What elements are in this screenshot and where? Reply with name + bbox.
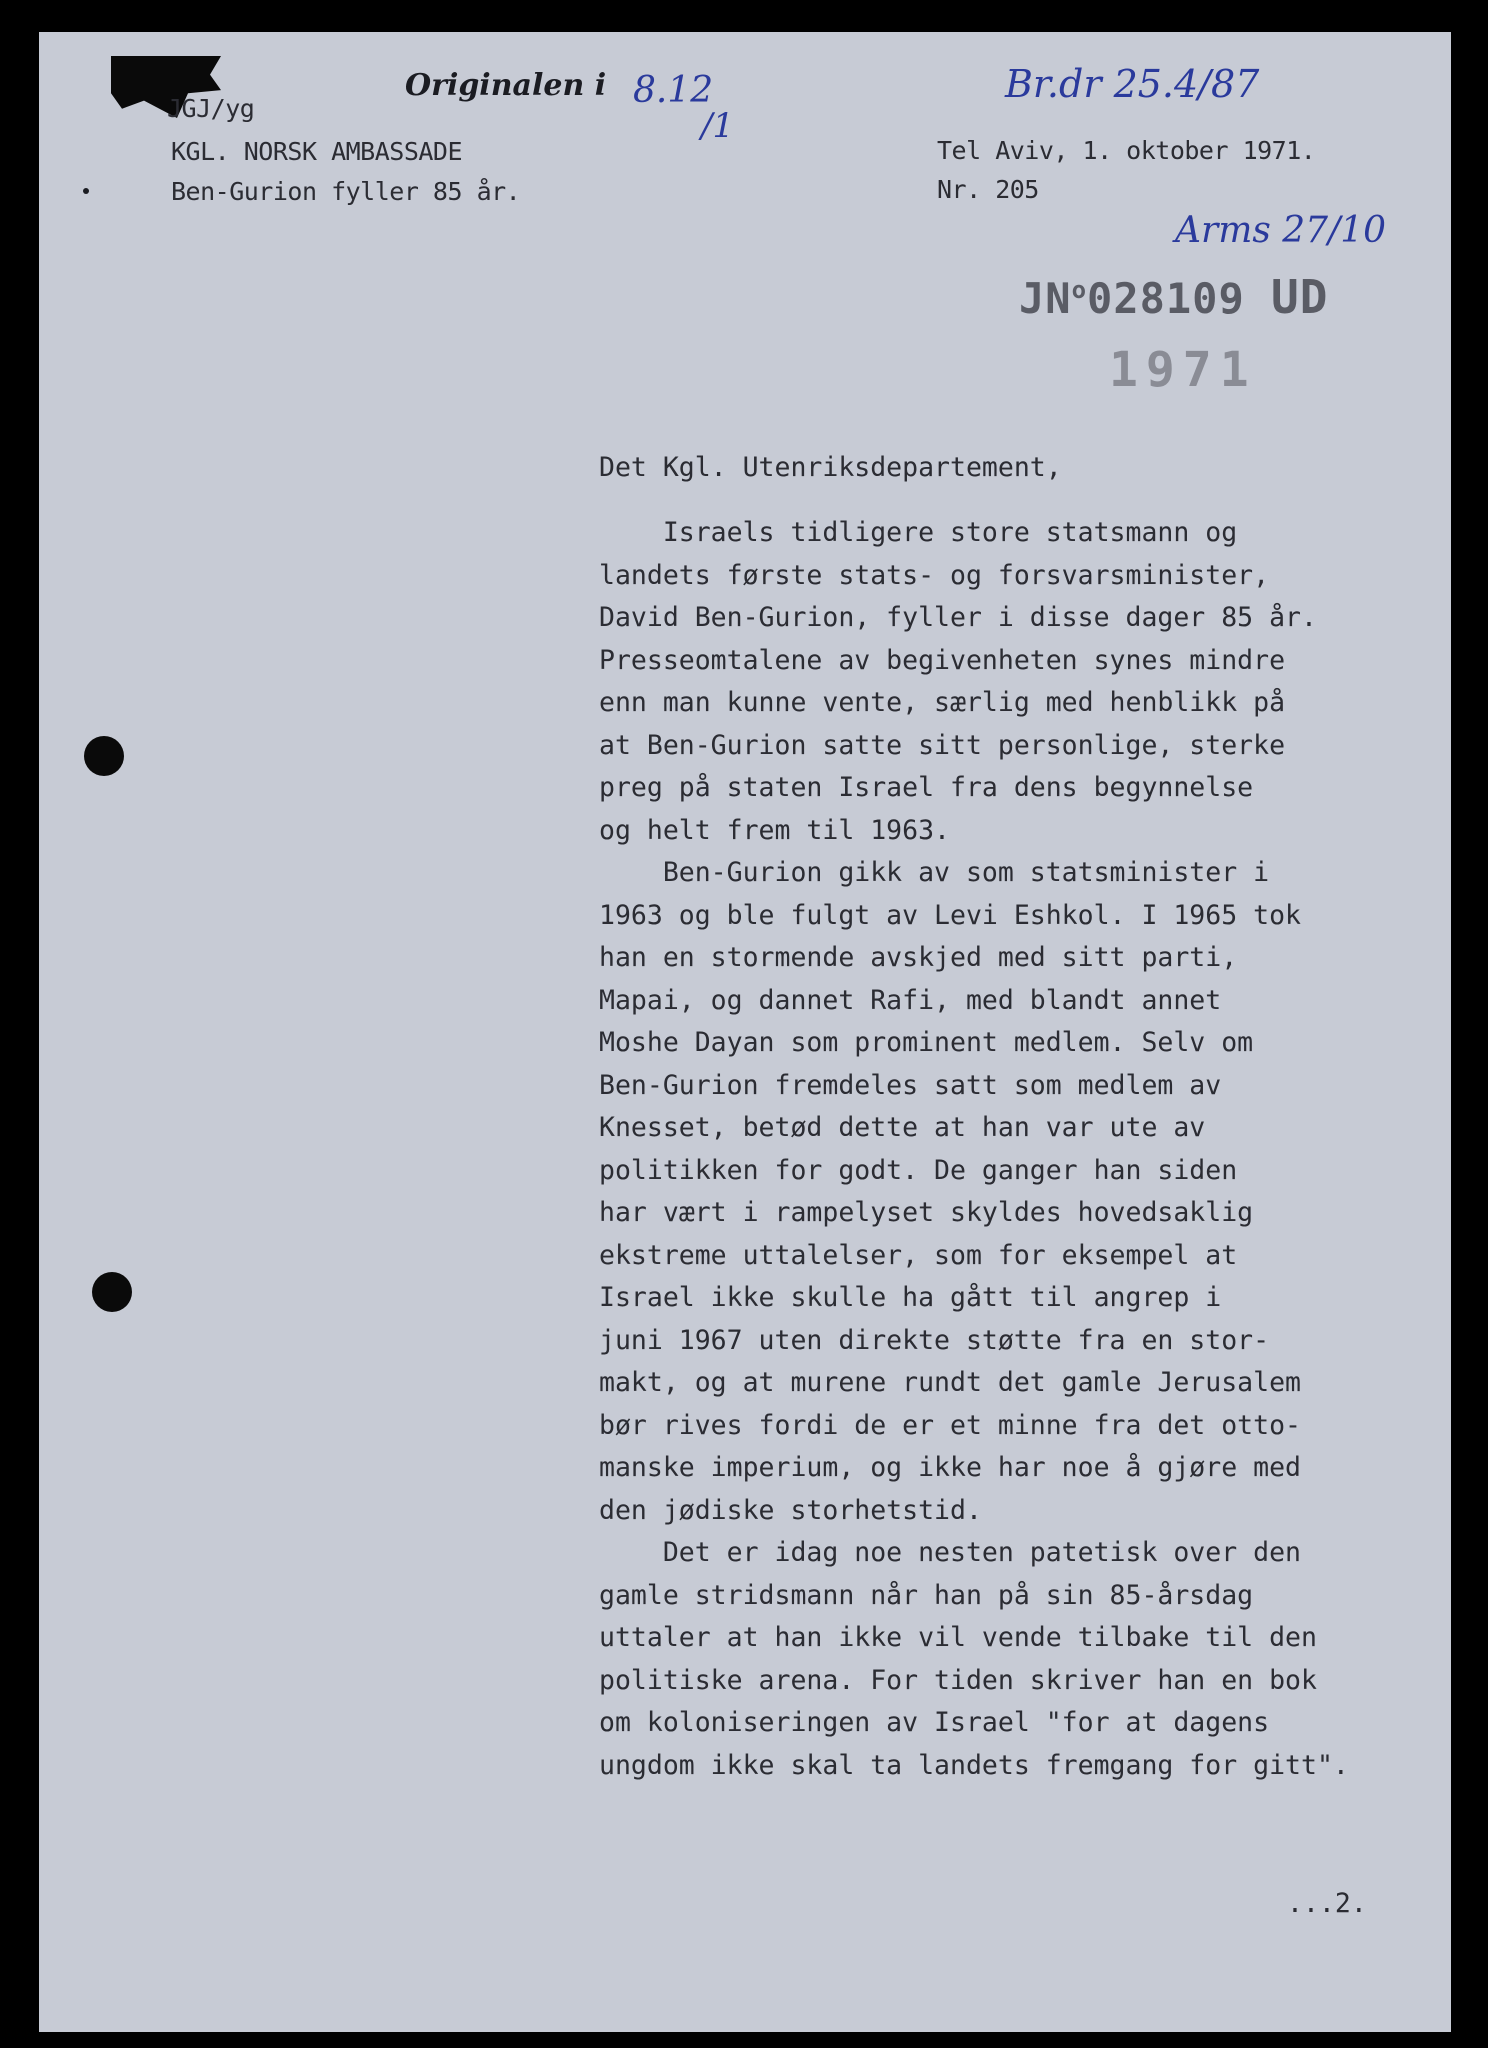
body-line: Knesset, betød dette at han var ute av: [599, 1112, 1206, 1143]
body-line: ungdom ikke skal ta landets fremgang for gitt".: [599, 1749, 1349, 1781]
continuation-marker: ...2.: [1287, 1888, 1367, 1919]
body-line: preg på staten Israel fra dens begynnelse: [599, 772, 1254, 803]
punch-hole-bottom: [92, 1272, 132, 1312]
journal-number: 028109: [1087, 274, 1245, 323]
body-line: politikken for godt. De ganger han siden: [599, 1154, 1238, 1186]
initials: JGJ/yg: [167, 94, 255, 123]
body-line: David Ben-Gurion, fyller i disse dager 85 år.: [599, 602, 1317, 633]
body-line: har vært i rampelyset skyldes hovedsaklig: [599, 1197, 1254, 1228]
body-line: makt, og at murene rundt det gamle Jerusalem: [599, 1367, 1301, 1398]
body-line: Israels tidligere store statsmann og: [599, 517, 1238, 548]
body-line: manske imperium, og ikke har noe å gjøre med: [599, 1452, 1301, 1483]
body-line: Mapai, og dannet Rafi, med blandt annet: [599, 984, 1222, 1016]
document-page: [39, 32, 1451, 2032]
document-subject: Ben-Gurion fyller 85 år.: [171, 177, 521, 206]
body-line: Presseomtalene av begivenheten synes mindre: [599, 644, 1286, 676]
body-line: den jødiske storhetstid.: [599, 1494, 982, 1526]
journal-prefix: JN: [1019, 274, 1072, 323]
journal-stamp: [1019, 270, 1328, 324]
punch-hole-top: [84, 736, 124, 776]
body-line: Israel ikke skulle ha gått til angrep i: [599, 1282, 1222, 1313]
body-line: 1963 og ble fulgt av Levi Eshkol. I 1965 tok: [599, 899, 1301, 931]
body-line: landets første stats- og forsvarsminister,: [599, 559, 1270, 591]
handwritten-arms-note: Arms 27/10: [1175, 210, 1387, 251]
body-line: Moshe Dayan som prominent medlem. Selv om: [599, 1027, 1254, 1058]
body-line: ekstreme uttalelser, som for eksempel at: [599, 1239, 1238, 1271]
body-line: bør rives fordi de er et minne fra det otto-: [599, 1409, 1301, 1441]
body-line: og helt frem til 1963.: [599, 814, 950, 846]
originalen-stamp: Originalen i: [405, 68, 607, 103]
place-date: Tel Aviv, 1. oktober 1971.: [937, 136, 1316, 165]
body-line: han en stormende avskjed med sitt parti,: [599, 942, 1238, 973]
body-line: at Ben-Gurion satte sitt personlige, sterke: [599, 729, 1286, 761]
originalen-reference: 8.12: [633, 70, 714, 111]
embassy-name: KGL. NORSK AMBASSADE: [171, 137, 463, 166]
body-line: politiske arena. For tiden skriver han en bok: [599, 1664, 1317, 1696]
journal-year: 1971: [1109, 342, 1257, 398]
originalen-reference-suffix: /1: [701, 106, 735, 146]
body-line: om koloniseringen av Israel "for at dagens: [599, 1707, 1270, 1738]
body-line: gamle stridsmann når han på sin 85-årsdag: [599, 1579, 1254, 1611]
journal-superscript: o: [1071, 276, 1088, 304]
body-line: uttaler at han ikke vil vende tilbake til den: [599, 1622, 1317, 1653]
body-line: juni 1967 uten direkte støtte fra en stor-: [599, 1324, 1270, 1356]
letter-body: [599, 512, 1429, 1787]
salutation: Det Kgl. Utenriksdepartement,: [599, 452, 1062, 483]
journal-suffix: UD: [1271, 270, 1329, 324]
body-line: enn man kunne vente, særlig med henblikk på: [599, 687, 1286, 718]
margin-dot: [83, 188, 89, 194]
handwritten-date-note: Br.dr 25.4/87: [1005, 62, 1260, 106]
document-number: Nr. 205: [937, 175, 1039, 204]
body-line: Ben-Gurion gikk av som statsminister i: [599, 857, 1270, 888]
body-line: Ben-Gurion fremdeles satt som medlem av: [599, 1069, 1222, 1101]
body-line: Det er idag noe nesten patetisk over den: [599, 1537, 1301, 1568]
